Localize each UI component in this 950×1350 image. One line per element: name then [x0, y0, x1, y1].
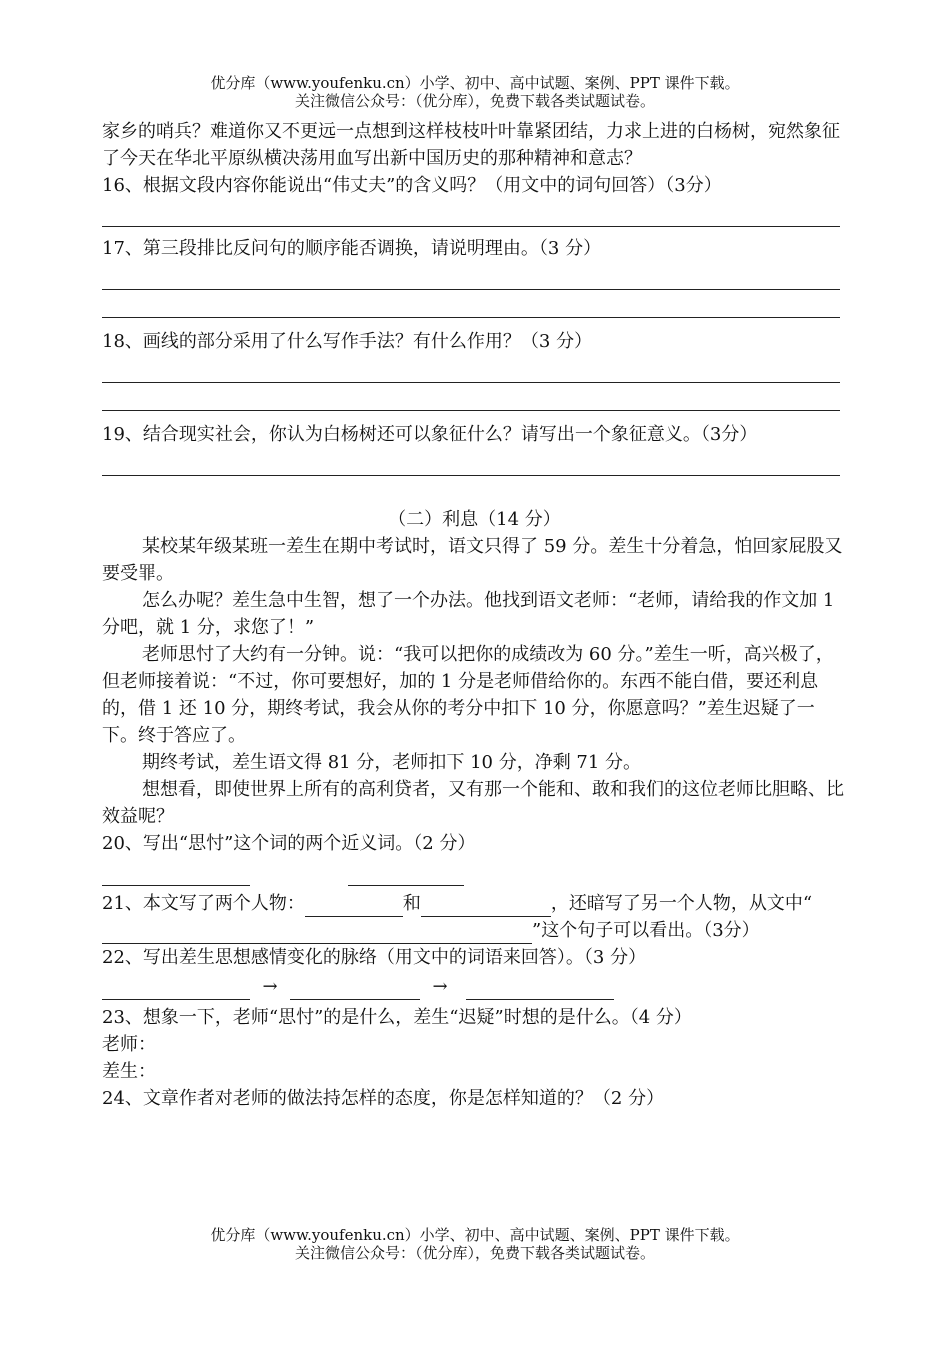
- q22-emotion-chain: [102, 973, 847, 1000]
- answer-line-18b[interactable]: [102, 383, 840, 411]
- arrow-icon: →: [262, 976, 278, 997]
- question-22: 22、写出差生思想感情变化的脉络（用文中的词语来回答）。（3 分）: [102, 947, 647, 968]
- question-20: 20、写出“思忖”这个词的两个近义词。（2 分）: [102, 833, 476, 854]
- footer-line-2: 关注微信公众号：（优分库），免费下载各类试题试卷。: [294, 1244, 655, 1262]
- question-16: 16、根据文段内容你能说出“伟丈夫”的含义吗？（用文中的词句回答）（3分）: [102, 175, 722, 196]
- story-paragraph-4: 期终考试，差生语文得 81 分，老师扣下 10 分，净剩 71 分。: [142, 752, 642, 773]
- answer-line-19[interactable]: [102, 448, 840, 476]
- q20-blanks: [102, 859, 847, 886]
- story-paragraph-5: 想想看，即使世界上所有的高利贷者，又有那一个能和、敢和我们的这位老师比胆略、比效益呢？: [102, 779, 844, 827]
- q23-student-label: 差生：: [102, 1061, 156, 1082]
- answer-line-17a[interactable]: [102, 262, 840, 290]
- q22-blank-2[interactable]: [290, 977, 420, 1000]
- q22-blank-3[interactable]: [466, 977, 614, 1000]
- question-17: 17、第三段排比反问句的顺序能否调换，请说明理由。（3 分）: [102, 238, 602, 259]
- q21-blank-3[interactable]: [102, 921, 532, 944]
- story-paragraph-1: 某校某年级某班一差生在期中考试时，语文只得了 59 分。差生十分着急，怕回家屁股又要受罪。: [102, 536, 843, 584]
- q21-text-1: 21、本文写了两个人物：: [102, 893, 305, 914]
- q21-blank-1[interactable]: [305, 894, 403, 917]
- question-19: 19、结合现实社会，你认为白杨树还可以象征什么？请写出一个象征意义。（3分）: [102, 424, 758, 445]
- answer-line-17b[interactable]: [102, 290, 840, 318]
- question-24: 24、文章作者对老师的做法持怎样的态度，你是怎样知道的？（2 分）: [102, 1088, 665, 1109]
- question-21: [102, 890, 847, 944]
- arrow-icon: →: [432, 976, 448, 997]
- footer-line-1: 优分库（www.youfenku.cn）小学、初中、高中试题、案例、PPT 课件下载。: [210, 1226, 740, 1244]
- page-header: [0, 74, 950, 110]
- page-footer: [0, 1226, 950, 1262]
- q21-text-2: 和: [402, 893, 421, 914]
- q23-teacher-label: 老师：: [102, 1034, 156, 1055]
- q21-text-4: ”这个句子可以看出。（3分）: [532, 920, 760, 941]
- question-23: 23、想象一下，老师“思忖”的是什么，差生“迟疑”时想的是什么。（4 分）: [102, 1007, 692, 1028]
- q20-blank-1[interactable]: [102, 863, 250, 886]
- answer-line-18a[interactable]: [102, 355, 840, 383]
- passage-end: 家乡的哨兵？难道你又不更远一点想到这样枝枝叶叶靠紧团结，力求上进的白杨树，宛然象征了今天在华北平原纵横决荡用血写出新中国历史的那种精神和意志？: [102, 121, 840, 169]
- story-paragraph-3: 老师思忖了大约有一分钟。说：“我可以把你的成绩改为 60 分。”差生一听，高兴极了，但老师接着说：“不过，你可要想好，加的 1 分是老师借给你的。东西不能白借，要还利息的，借 1 还 10 分，期终考试，我会从你的考分中扣下 10 分，你愿意吗？”差生迟疑了一下。终于答应了。: [102, 644, 834, 746]
- answer-line-16[interactable]: [102, 199, 840, 227]
- header-line-2: 关注微信公众号：（优分库），免费下载各类试题试卷。: [294, 92, 655, 110]
- question-18: 18、画线的部分采用了什么写作手法？有什么作用？（3 分）: [102, 331, 593, 352]
- q21-blank-2[interactable]: [421, 894, 551, 917]
- exam-body: [102, 118, 847, 1112]
- header-line-1: 优分库（www.youfenku.cn）小学、初中、高中试题、案例、PPT 课件下载。: [210, 74, 740, 92]
- q21-text-3: ，还暗写了另一个人物，从文中“: [550, 893, 813, 914]
- story-paragraph-2: 怎么办呢？差生急中生智，想了一个办法。他找到语文老师：“老师，请给我的作文加 1 分吧，就 1 分，求您了！”: [102, 590, 835, 638]
- section-2-title: （二）利息（14 分）: [388, 509, 561, 530]
- q22-blank-1[interactable]: [102, 977, 250, 1000]
- q20-blank-2[interactable]: [348, 863, 464, 886]
